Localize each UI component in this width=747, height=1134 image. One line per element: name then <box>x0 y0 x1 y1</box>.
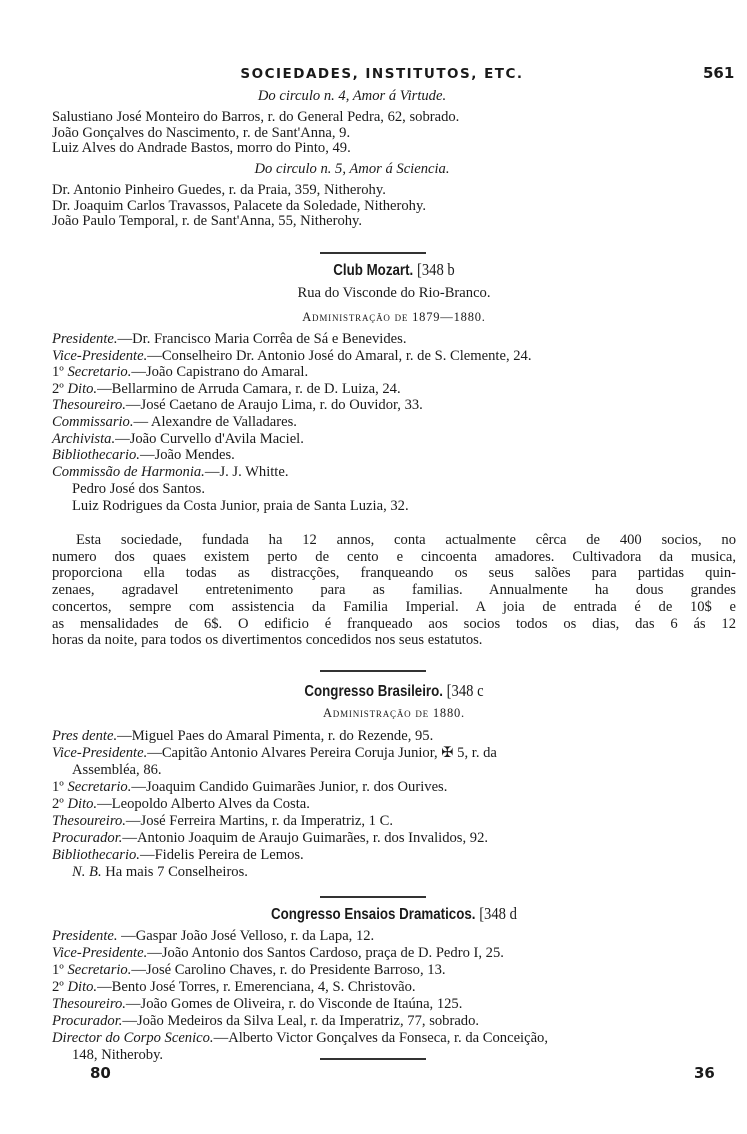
section-reference: [348 b <box>416 260 455 279</box>
officer-name: —Gaspar João José Velloso, r. da Lapa, 12. <box>117 928 375 944</box>
officer-name: —João Medeiros da Silva Leal, r. da Imperatriz, 77, sobrado. <box>122 1013 480 1029</box>
member-line: Luiz Rodrigues da Costa Junior, praia de Santa Luzia, 32. <box>72 497 409 514</box>
member-line: João Gonçalves do Nascimento, r. de Sant'Anna, 9. <box>52 124 351 141</box>
officer-line <box>52 431 736 448</box>
officer-name: —João Capistrano do Amaral. <box>131 364 309 381</box>
note-line <box>72 864 736 881</box>
officer-line-continuation: 148, Nitheroby. <box>72 1047 164 1063</box>
officer-role: Director do Corpo Scenico. <box>52 1030 214 1046</box>
officer-line <box>52 447 736 464</box>
officer-line-continuation: Assembléa, 86. <box>72 762 162 778</box>
section-title <box>100 905 688 922</box>
officer-ordinal: 2º <box>52 979 68 995</box>
officer-name: —Bellarmino de Arruda Camara, r. de D. Luiza, 24. <box>97 380 401 397</box>
description-line: numero dos quaes existem perto de cento e cincoenta amadores. Cultivadora da musica, <box>52 548 736 565</box>
officer-name: —Capitão Antonio Alvares Pereira Coruja Junior, ✠ 5, r. da <box>147 745 497 761</box>
officer-line <box>52 728 736 745</box>
officer-role: Archivista. <box>52 430 116 447</box>
officer-role: Presidente. <box>52 331 118 347</box>
officer-role: Bibliothecario. <box>52 447 140 464</box>
subsection-heading: Do circulo n. 4, Amor á Virtude. <box>257 88 447 104</box>
officer-role: Thesoureiro. <box>52 397 126 414</box>
section-title <box>100 682 688 699</box>
member-line: Luiz Alves do Andrade Bastos, morro do Pinto, 49. <box>52 140 351 156</box>
description-line: proporciona ella todas as distracções, franqueando os seus salões para partidas quin- <box>52 565 736 582</box>
officer-role: Secretario. <box>67 364 132 381</box>
administration-line: Administração de 1879—1880. <box>302 310 486 324</box>
officer-role: Secretario. <box>67 962 132 978</box>
officer-role: Dito. <box>67 796 98 812</box>
officer-ordinal: 1º <box>52 962 68 978</box>
officer-line <box>52 1013 736 1030</box>
member-line: Dr. Joaquim Carlos Travassos, Palacete da Soledade, Nitherohy. <box>52 197 426 214</box>
officer-line <box>52 397 736 414</box>
officer-name: —Bento José Torres, r. Emerenciana, 4, S. Christovão. <box>97 979 416 995</box>
officer-ordinal: 1º <box>52 779 68 795</box>
description-line: horas da noite, para todos os divertimentos concedidos nos seus estatutos. <box>52 632 483 649</box>
officer-line <box>52 381 736 398</box>
officer-name: —João Gomes de Oliveira, r. do Visconde de Itaúna, 125. <box>125 996 463 1012</box>
running-header: SOCIEDADES, INSTITUTOS, ETC. <box>240 66 524 82</box>
officer-line <box>52 847 736 864</box>
officer-line <box>52 962 736 979</box>
description-line: Esta sociedade, fundada ha 12 annos, conta actualmente cêrca de 400 socios, no <box>76 532 736 548</box>
officer-name: —Dr. Francisco Maria Corrêa de Sá e Benevides. <box>117 331 407 347</box>
officer-name: —Fidelis Pereira de Lemos. <box>139 847 304 863</box>
officer-name: —José Ferreira Martins, r. da Imperatriz, 1 C. <box>125 813 393 829</box>
officer-role: Secretario. <box>67 779 132 795</box>
officer-line <box>52 414 736 431</box>
section-divider <box>320 896 426 898</box>
officer-name: —Antonio Joaquim de Araujo Guimarães, r. dos Invalidos, 92. <box>122 830 489 846</box>
officer-name: —João Mendes. <box>139 447 235 464</box>
section-divider <box>320 1058 426 1060</box>
sheet-number: 36 <box>694 1064 715 1082</box>
officer-role: Thesoureiro. <box>52 996 126 1012</box>
note-text: Ha mais 7 Conselheiros. <box>105 864 248 880</box>
officer-name: —Joaquim Candido Guimarães Junior, r. dos Ourives. <box>131 779 448 795</box>
officer-role: Dito. <box>67 380 98 397</box>
officer-name: —José Carolino Chaves, r. do Presidente Barroso, 13. <box>131 962 446 978</box>
officer-line <box>52 996 736 1013</box>
officer-role: Commissario. <box>52 414 134 430</box>
officer-line <box>52 830 736 847</box>
officer-role: Vice-Presidente. <box>52 945 148 961</box>
member-line: Pedro José dos Santos. <box>72 481 205 497</box>
member-line: Salustiano José Monteiro do Barros, r. do General Pedra, 62, sobrado. <box>52 109 460 125</box>
officer-role: Dito. <box>67 979 98 995</box>
officer-role: Vice-Presidente. <box>52 745 148 761</box>
officer-name: —Miguel Paes do Amaral Pimenta, r. do Rezende, 95. <box>117 728 434 744</box>
officer-name: —Conselheiro Dr. Antonio José do Amaral, r. de S. Clemente, 24. <box>147 347 532 364</box>
page-number: 561 <box>703 64 735 82</box>
member-line: Dr. Antonio Pinheiro Guedes, r. da Praia, 359, Nitherohy. <box>52 182 386 198</box>
officer-name: —Alberto Victor Gonçalves da Fonseca, r. da Conceição, <box>213 1030 549 1046</box>
section-title-text: Congresso Brasileiro. <box>304 683 443 700</box>
section-reference: [348 d <box>479 904 517 923</box>
officer-role: Bibliothecario. <box>52 847 140 863</box>
signature-mark: 80 <box>90 1064 111 1082</box>
section-divider <box>320 670 426 672</box>
description-line: concertos, sempre com assistencia da Familia Imperial. A joia de entrada é de 10$ e <box>52 598 736 615</box>
section-title <box>100 261 688 278</box>
officer-role: Procurador. <box>52 830 123 846</box>
officer-line <box>52 945 736 962</box>
officer-role: Vice-Presidente. <box>52 347 148 364</box>
description-line: zenaes, agradavel entretenimento para as familias. Annualmente ha dous grandes <box>52 582 736 599</box>
officer-role: Presidente. <box>52 928 118 944</box>
subsection-heading: Do circulo n. 5, Amor á Sciencia. <box>254 161 450 177</box>
section-title-text: Congresso Ensaios Dramaticos. <box>271 906 476 923</box>
officer-role: Pres dente. <box>52 728 118 744</box>
officer-ordinal: 2º <box>52 380 68 397</box>
note-label: N. B. <box>72 864 102 880</box>
officer-name: —J. J. Whitte. <box>204 463 289 480</box>
officer-name: — Alexandre de Valladares. <box>133 414 297 430</box>
officer-line <box>52 464 736 481</box>
officer-line <box>52 348 736 365</box>
member-line: João Paulo Temporal, r. de Sant'Anna, 55, Nitherohy. <box>52 213 363 229</box>
officer-line <box>52 331 736 348</box>
section-title-text: Club Mozart. <box>333 262 414 279</box>
officer-line <box>52 813 736 830</box>
section-reference: [348 c <box>446 681 484 700</box>
administration-line: Administração de 1880. <box>322 706 465 720</box>
description-line: as mensalidades de 6$. O edificio é franqueado aos socios todos os dias, das 6 ás 12 <box>52 615 736 632</box>
officer-line <box>52 364 736 381</box>
officer-line <box>52 779 736 796</box>
officer-role: Commissão de Harmonia. <box>52 463 205 480</box>
officer-ordinal: 1º <box>52 364 68 381</box>
officer-name: —José Caetano de Araujo Lima, r. do Ouvidor, 33. <box>125 397 423 414</box>
officer-name: —João Antonio dos Santos Cardoso, praça de D. Pedro I, 25. <box>147 945 504 961</box>
officer-name: —João Curvello d'Avila Maciel. <box>115 430 304 447</box>
officer-line <box>52 745 736 762</box>
officer-role: Procurador. <box>52 1013 123 1029</box>
officer-line <box>52 796 736 813</box>
section-divider <box>320 252 426 254</box>
officer-ordinal: 2º <box>52 796 68 812</box>
officer-line <box>52 1030 736 1047</box>
officer-line <box>52 979 736 996</box>
officer-line <box>52 928 736 945</box>
officer-name: —Leopoldo Alberto Alves da Costa. <box>97 796 310 812</box>
address-line: Rua do Visconde do Rio-Branco. <box>297 285 491 301</box>
officer-role: Thesoureiro. <box>52 813 126 829</box>
